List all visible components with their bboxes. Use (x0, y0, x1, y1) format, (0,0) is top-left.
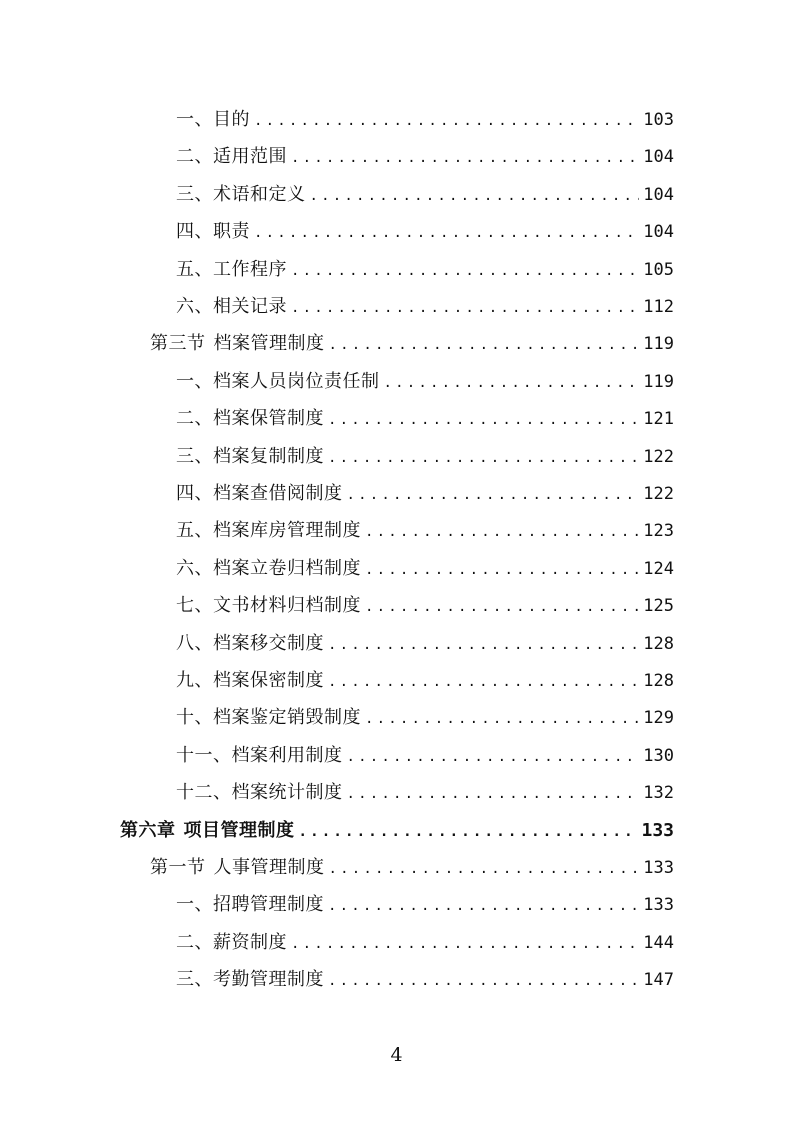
toc-entry-page: 132 (643, 783, 674, 803)
toc-leader-dots (347, 743, 640, 771)
toc-entry-page: 133 (643, 895, 674, 915)
toc-entry-page: 147 (643, 970, 674, 990)
toc-entry-page: 130 (643, 746, 674, 766)
toc-entry-title: 一、档案人员岗位责任制 (176, 371, 380, 392)
toc-entry-page: 133 (643, 858, 674, 878)
toc-entry[interactable] (176, 256, 674, 284)
toc-leader-dots (291, 257, 639, 285)
toc-leader-dots (291, 144, 639, 172)
toc-leader-dots (365, 556, 639, 584)
toc-entry[interactable] (176, 704, 674, 732)
toc-leader-dots (347, 780, 640, 808)
toc-leader-dots (310, 182, 640, 210)
toc-entry[interactable] (176, 891, 674, 919)
toc-leader-dots (254, 219, 639, 247)
toc-leader-dots (299, 818, 638, 846)
toc-entry-title: 一、目的 (176, 109, 250, 130)
toc-entry[interactable] (176, 293, 674, 321)
toc-entry[interactable] (176, 630, 674, 658)
toc-entry-page: 125 (643, 596, 674, 616)
toc-entry[interactable] (176, 555, 674, 583)
toc-entry[interactable] (176, 405, 674, 433)
toc-entry[interactable] (176, 143, 674, 171)
toc-entry[interactable] (176, 443, 674, 471)
toc-entry[interactable] (176, 517, 674, 545)
toc-entry-title: 三、考勤管理制度 (176, 969, 324, 990)
toc-entry-title: 第六章 (120, 820, 176, 841)
toc-entry-subtitle: 项目管理制度 (183, 820, 295, 841)
toc-entry-title: 一、招聘管理制度 (176, 894, 324, 915)
toc-entry[interactable] (176, 480, 674, 508)
toc-entry-title: 七、文书材料归档制度 (176, 595, 361, 616)
toc-leader-dots (328, 444, 639, 472)
toc-entry-title: 六、档案立卷归档制度 (176, 558, 361, 579)
toc-entry-title: 第三节 (150, 333, 206, 354)
toc-entry[interactable] (150, 854, 674, 882)
toc-leader-dots (328, 631, 639, 659)
toc-entry-page: 104 (643, 147, 674, 167)
toc-entry-title: 四、档案查借阅制度 (176, 483, 343, 504)
toc-leader-dots (329, 331, 640, 359)
toc-entry-page: 119 (643, 334, 674, 354)
toc-entry-title: 四、职责 (176, 221, 250, 242)
toc-leader-dots (291, 930, 639, 958)
toc-leader-dots (347, 481, 640, 509)
toc-entry-page: 123 (643, 521, 674, 541)
toc-leader-dots (291, 294, 639, 322)
toc-entry-page: 103 (643, 110, 674, 130)
toc-entry[interactable] (176, 779, 674, 807)
toc-entry-page: 104 (643, 222, 674, 242)
toc-entry[interactable] (176, 106, 674, 134)
toc-entry-title: 八、档案移交制度 (176, 633, 324, 654)
toc-entry-title: 三、档案复制制度 (176, 446, 324, 467)
toc-entry-title: 二、适用范围 (176, 146, 287, 167)
toc-leader-dots (254, 107, 639, 135)
toc-entry[interactable] (176, 966, 674, 994)
toc-entry-page: 112 (643, 297, 674, 317)
toc-leader-dots (329, 855, 640, 883)
toc-leader-dots (365, 705, 639, 733)
toc-leader-dots (328, 892, 639, 920)
toc-entry-title: 五、工作程序 (176, 259, 287, 280)
toc-entry-title: 五、档案库房管理制度 (176, 520, 361, 541)
toc-entry-page: 128 (643, 634, 674, 654)
toc-leader-dots (328, 668, 639, 696)
toc-entry-page: 128 (643, 671, 674, 691)
toc-entry-title: 十一、档案利用制度 (176, 745, 343, 766)
page-number: 4 (390, 1044, 403, 1066)
toc-entry-title: 十二、档案统计制度 (176, 782, 343, 803)
toc-leader-dots (365, 593, 639, 621)
toc-entry-title: 三、术语和定义 (176, 184, 306, 205)
toc-entry-title: 十、档案鉴定销毁制度 (176, 707, 361, 728)
toc-entry-title: 六、相关记录 (176, 296, 287, 317)
toc-entry-page: 144 (643, 933, 674, 953)
toc-entry-page: 129 (643, 708, 674, 728)
toc-entry[interactable] (176, 667, 674, 695)
toc-entry[interactable] (120, 817, 674, 845)
toc-leader-dots (384, 369, 640, 397)
toc-entry-page: 121 (643, 409, 674, 429)
toc-entry-title: 二、薪资制度 (176, 932, 287, 953)
toc-entry-page: 122 (643, 447, 674, 467)
toc-entry-title: 第一节 (150, 857, 206, 878)
toc-entry-title: 二、档案保管制度 (176, 408, 324, 429)
toc-leader-dots (328, 967, 639, 995)
toc-entry-subtitle: 档案管理制度 (213, 333, 325, 354)
toc-entry[interactable] (176, 742, 674, 770)
toc-entry-subtitle: 人事管理制度 (213, 857, 325, 878)
toc-entry-page: 119 (643, 372, 674, 392)
toc-entry[interactable] (176, 181, 674, 209)
toc-entry[interactable] (176, 368, 674, 396)
toc-entry-page: 122 (643, 484, 674, 504)
toc-entry-page: 105 (643, 260, 674, 280)
toc-entry-page: 124 (643, 559, 674, 579)
toc-entry-page: 104 (643, 185, 674, 205)
toc-entry[interactable] (176, 592, 674, 620)
toc-entry[interactable] (176, 929, 674, 957)
toc-leader-dots (365, 518, 639, 546)
toc-entry-page: 133 (641, 820, 674, 841)
toc-leader-dots (328, 406, 639, 434)
toc-entry[interactable] (150, 330, 674, 358)
toc-entry-title: 九、档案保密制度 (176, 670, 324, 691)
toc-entry[interactable] (176, 218, 674, 246)
